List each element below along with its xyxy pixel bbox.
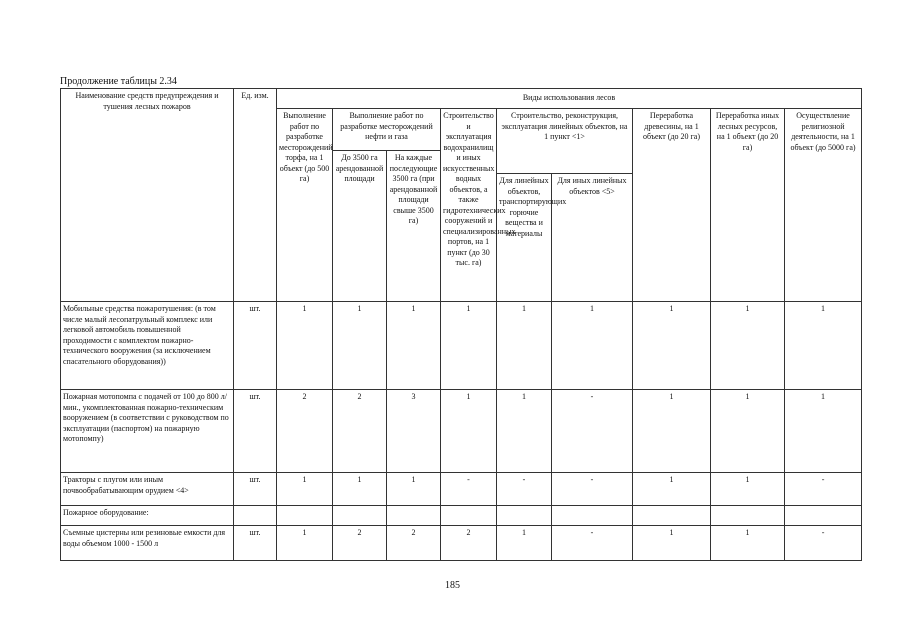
row-value: 1 [387,473,441,506]
row-value [277,506,333,526]
row-value: 1 [497,390,552,473]
row-value: 1 [711,473,785,506]
header-unit: Ед. изм. [234,89,277,302]
row-value: 1 [277,526,333,561]
row-unit: шт. [234,526,277,561]
header-oilgas-b: На каждые последующие 3500 га (при арендованной площади свыше 3500 га) [387,151,441,302]
row-value: 1 [277,473,333,506]
row-value: 1 [441,390,497,473]
row-name: Мобильные средства пожаротушения: (в том числе малый лесопатрульный комплекс или легковой автомобиль повышенной проходимости с комплектом пожарно-технического вооружения (за исключением спасательного оборудования)) [61,302,234,390]
row-value [552,506,633,526]
row-unit: шт. [234,390,277,473]
header-name: Наименование средств предупреждения и тушения лесных пожаров [61,89,234,302]
header-linear-b: Для иных линейных объектов <5> [552,174,633,302]
row-value: 1 [711,390,785,473]
header-religion: Осуществление религиозной деятельности, на 1 объект (до 5000 га) [785,109,862,302]
table-caption: Продолжение таблицы 2.34 [60,76,177,87]
fire-equipment-table [60,88,862,561]
row-value: - [785,473,862,506]
row-value: 1 [441,302,497,390]
row-value: 2 [441,526,497,561]
table-row [61,506,862,526]
header-peat: Выполнение работ по разработке месторождений торфа, на 1 объект (до 500 га) [277,109,333,302]
row-name: Тракторы с плугом или иным почвообрабатывающим орудием <4> [61,473,234,506]
row-value: 2 [333,526,387,561]
row-value: 1 [387,302,441,390]
row-value [633,506,711,526]
row-value: - [552,526,633,561]
row-value [333,506,387,526]
row-unit [234,506,277,526]
row-value: - [552,390,633,473]
row-value: 1 [711,526,785,561]
row-name: Съемные цистерны или резиновые емкости для воды объемом 1000 - 1500 л [61,526,234,561]
row-value: 2 [333,390,387,473]
row-name: Пожарное оборудование: [61,506,234,526]
header-other: Переработка иных лесных ресурсов, на 1 объект (до 20 га) [711,109,785,302]
row-value: - [785,526,862,561]
row-value [785,506,862,526]
row-value: 1 [633,302,711,390]
table-row [61,302,862,390]
header-oilgas-a: До 3500 га арендованной площади [333,151,387,302]
row-value: 3 [387,390,441,473]
header-oilgas: Выполнение работ по разработке месторождений нефти и газа [333,109,441,151]
row-value: 2 [277,390,333,473]
table-row [61,473,862,506]
row-unit: шт. [234,302,277,390]
row-value: 1 [785,390,862,473]
row-value [441,506,497,526]
header-linear: Строительство, реконструкция, эксплуатация линейных объектов, на 1 пункт <1> [497,109,633,174]
row-value [387,506,441,526]
row-value: 1 [277,302,333,390]
row-value: 1 [552,302,633,390]
row-value: 1 [633,473,711,506]
header-water: Строительство и эксплуатация водохранилищ и иных искусственных водных объектов, а также гидротехнических сооружений и специализированных портов, на 1 пункт (до 30 тыс. га) [441,109,497,302]
header-linear-a: Для линейных объектов, транспортирующих горючие вещества и материалы [497,174,552,302]
row-value: 1 [333,473,387,506]
row-value: 1 [633,390,711,473]
row-unit: шт. [234,473,277,506]
row-value [711,506,785,526]
row-value: 1 [785,302,862,390]
row-value: 2 [387,526,441,561]
row-value: 1 [497,526,552,561]
header-group: Виды использования лесов [277,89,862,109]
header-wood: Переработка древесины, на 1 объект (до 20 га) [633,109,711,302]
row-value: - [497,473,552,506]
row-value: - [441,473,497,506]
row-name: Пожарная мотопомпа с подачей от 100 до 800 л/мин., укомплектованная пожарно-техническим вооружением (в соответствии с руководством по эксплуатации (паспортом) на пожарную мотопомпу) [61,390,234,473]
row-value [497,506,552,526]
row-value: - [552,473,633,506]
page-number: 185 [445,580,460,591]
row-value: 1 [711,302,785,390]
table-row [61,526,862,561]
row-value: 1 [333,302,387,390]
table-row [61,390,862,473]
row-value: 1 [633,526,711,561]
row-value: 1 [497,302,552,390]
